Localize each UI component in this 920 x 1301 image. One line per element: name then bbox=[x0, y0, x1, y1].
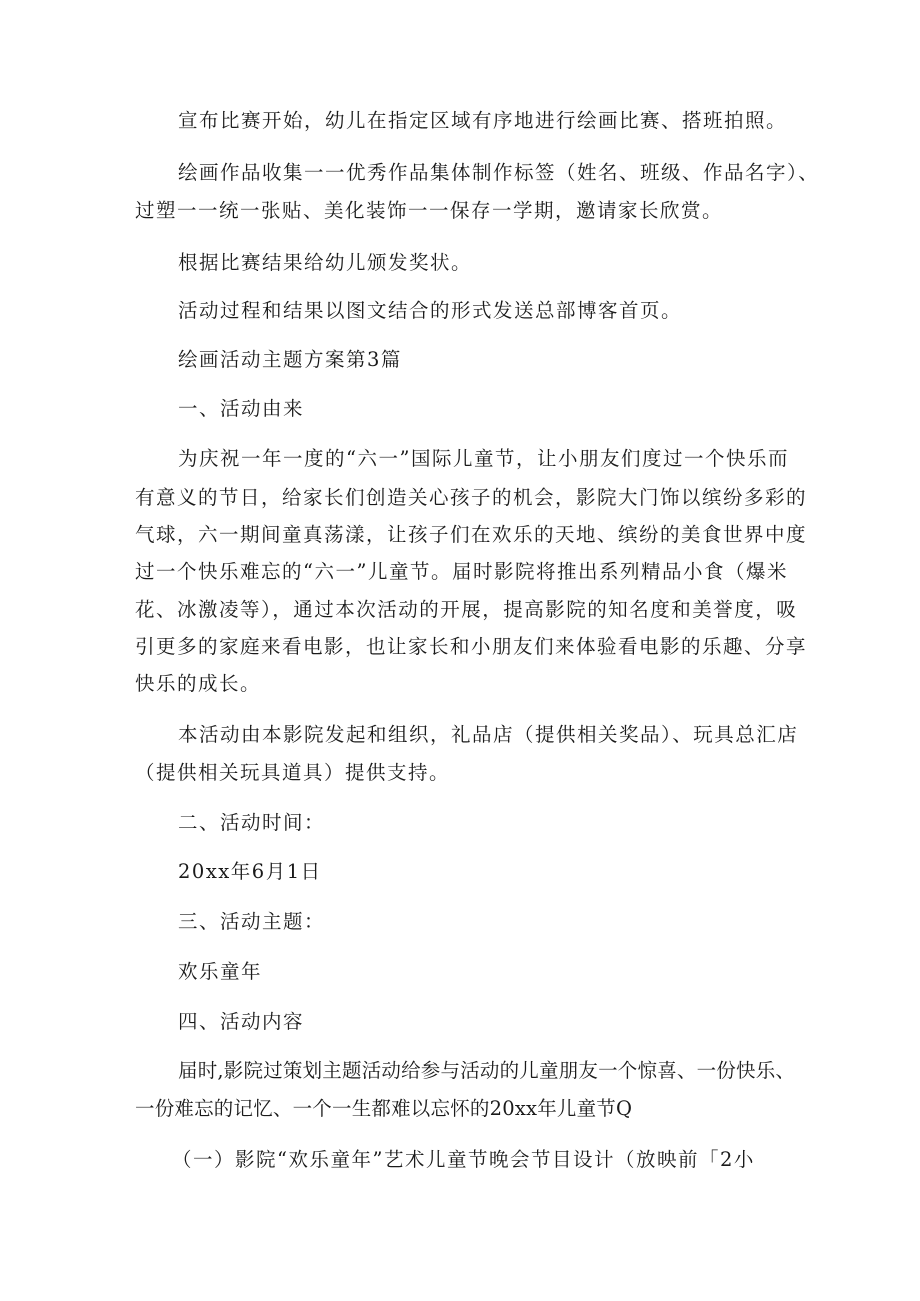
paragraph-blog-post: 活动过程和结果以图文结合的形式发送总部博客首页。 bbox=[178, 299, 683, 322]
paragraph-origin-line3: 气球，六一期间童真荡漾，让孩子们在欢乐的天地、缤纷的美食世界中度 bbox=[135, 523, 808, 546]
paragraph-announce-start: 宣布比赛开始，幼儿在指定区域有序地进行绘画比赛、搭班拍照。 bbox=[178, 109, 788, 132]
paragraph-organizer-line1: 本活动由本影院发起和组织，礼品店（提供相关奖品）、玩具总汇店 bbox=[178, 723, 799, 746]
paragraph-origin-line6: 引更多的家庭来看电影，也让家长和小朋友们来体验看电影的乐趣、分享 bbox=[135, 635, 808, 658]
activity-date: 20xx年6月1日 bbox=[178, 860, 322, 883]
subheading-kids-party-program: （一）影院“欢乐童年”艺术儿童节晚会节目设计（放映前「2小 bbox=[172, 1148, 755, 1171]
paragraph-origin-line7: 快乐的成长。 bbox=[135, 672, 262, 695]
paragraph-artwork-collection-line2: 过塑一一统一张贴、美化装饰一一保存一学期，邀请家长欣赏。 bbox=[135, 199, 724, 222]
heading-activity-origin: 一、活动由来 bbox=[178, 397, 305, 420]
heading-activity-content: 四、活动内容 bbox=[178, 1010, 305, 1033]
paragraph-origin-line4: 过一个快乐难忘的“六一”儿童节。届时影院将推出系列精品小食（爆米 bbox=[135, 560, 788, 583]
paragraph-awards: 根据比赛结果给幼儿颁发奖状。 bbox=[178, 251, 473, 274]
paragraph-content-line1: 届时,影院过策划主题活动给参与活动的儿童朋友一个惊喜、一份快乐、 bbox=[178, 1059, 796, 1082]
paragraph-organizer-line2: （提供相关玩具道具）提供支持。 bbox=[135, 761, 451, 784]
paragraph-origin-line5: 花、冰激凌等），通过本次活动的开展，提高影院的知名度和美誉度，吸 bbox=[135, 598, 798, 621]
paragraph-content-line2: 一份难忘的记忆、一个一生都难以忘怀的20xx年儿童节Q bbox=[135, 1097, 633, 1120]
paragraph-origin-line2: 有意义的节日，给家长们创造关心孩子的机会，影院大门饰以缤纷多彩的 bbox=[135, 486, 808, 509]
activity-theme: 欢乐童年 bbox=[178, 960, 263, 983]
section-title-plan-3: 绘画活动主题方案第3篇 bbox=[178, 348, 402, 371]
heading-activity-time: 二、活动时间： bbox=[178, 811, 326, 834]
heading-activity-theme: 三、活动主题： bbox=[178, 910, 326, 933]
paragraph-origin-line1: 为庆祝一年一度的“六一”国际儿童节，让小朋友们度过一个快乐而 bbox=[178, 447, 789, 470]
paragraph-artwork-collection-line1: 绘画作品收集一一优秀作品集体制作标签（姓名、班级、作品名字）、 bbox=[178, 161, 820, 184]
